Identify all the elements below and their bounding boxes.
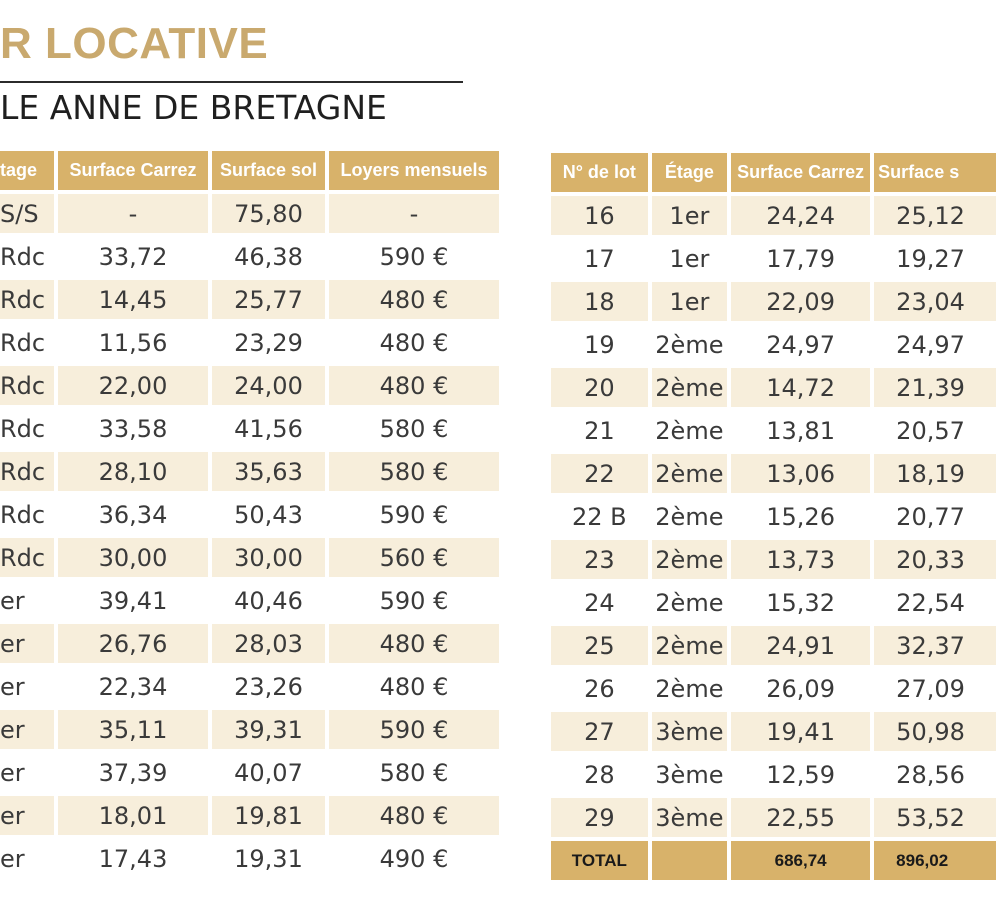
table-row [0, 323, 499, 362]
cell-lot-number: 17 [551, 239, 648, 278]
cell-surface-sol: 23,29 [212, 323, 325, 362]
cell-surface-sol: 39,31 [212, 710, 325, 749]
cell-lot-number: 21 [551, 411, 648, 450]
cell-etage: Rdc [0, 409, 54, 448]
cell-loyer: 580 € [329, 753, 499, 792]
table-row [551, 368, 996, 407]
cell-loyer: 480 € [329, 366, 499, 405]
total-row [551, 841, 996, 880]
header-surface-carrez: Surface Carrez [58, 151, 208, 190]
cell-etage: 2ème [652, 411, 727, 450]
cell-etage: 3ème [652, 798, 727, 837]
cell-surface-carrez: 36,34 [58, 495, 208, 534]
cell-surface-sol: 53,52 [874, 798, 996, 837]
cell-surface-sol: 41,56 [212, 409, 325, 448]
cell-etage: er [0, 581, 54, 620]
cell-surface-carrez: 39,41 [58, 581, 208, 620]
table-row [551, 282, 996, 321]
cell-surface-sol: 28,56 [874, 755, 996, 794]
cell-lot-number: 27 [551, 712, 648, 751]
cell-etage: 2ème [652, 454, 727, 493]
table-row [551, 712, 996, 751]
cell-surface-sol: 21,39 [874, 368, 996, 407]
cell-etage: 1er [652, 282, 727, 321]
cell-surface-carrez: 18,01 [58, 796, 208, 835]
cell-etage: er [0, 667, 54, 706]
page-subtitle: LE ANNE DE BRETAGNE [0, 88, 387, 127]
cell-surface-sol: 46,38 [212, 237, 325, 276]
table-row [551, 669, 996, 708]
cell-surface-sol: 24,00 [212, 366, 325, 405]
cell-etage: Rdc [0, 538, 54, 577]
cell-loyer: 590 € [329, 581, 499, 620]
table-row [551, 239, 996, 278]
cell-surface-carrez: 12,59 [731, 755, 870, 794]
cell-surface-sol: 19,27 [874, 239, 996, 278]
cell-etage: 2ème [652, 497, 727, 536]
header-etage: Étage [652, 153, 727, 192]
cell-surface-carrez: - [58, 194, 208, 233]
cell-etage: 2ème [652, 325, 727, 364]
cell-surface-carrez: 11,56 [58, 323, 208, 362]
cell-surface-sol: 18,19 [874, 454, 996, 493]
total-cell-surface-sol: 896,02 [874, 841, 996, 880]
cell-lot-number: 20 [551, 368, 648, 407]
cell-surface-carrez: 26,09 [731, 669, 870, 708]
total-cell-surface-carrez: 686,74 [731, 841, 870, 880]
cell-surface-carrez: 33,58 [58, 409, 208, 448]
lots-table-right [547, 149, 1000, 884]
cell-surface-sol: 20,57 [874, 411, 996, 450]
cell-surface-carrez: 22,00 [58, 366, 208, 405]
header-surface-carrez: Surface Carrez [731, 153, 870, 192]
cell-etage: 3ème [652, 755, 727, 794]
cell-loyer: - [329, 194, 499, 233]
cell-lot-number: 25 [551, 626, 648, 665]
table-row [551, 798, 996, 837]
cell-etage: 2ème [652, 583, 727, 622]
table-row [551, 583, 996, 622]
cell-surface-sol: 40,46 [212, 581, 325, 620]
cell-surface-carrez: 14,45 [58, 280, 208, 319]
cell-loyer: 490 € [329, 839, 499, 878]
table-row [0, 495, 499, 534]
cell-surface-sol: 20,33 [874, 540, 996, 579]
cell-loyer: 480 € [329, 796, 499, 835]
table-row [551, 325, 996, 364]
cell-etage: 2ème [652, 626, 727, 665]
cell-surface-sol: 50,98 [874, 712, 996, 751]
cell-surface-carrez: 17,79 [731, 239, 870, 278]
cell-etage: er [0, 839, 54, 878]
header-loyers-mensuels: Loyers mensuels [329, 151, 499, 190]
cell-surface-carrez: 33,72 [58, 237, 208, 276]
cell-etage: 2ème [652, 368, 727, 407]
cell-etage: 2ème [652, 669, 727, 708]
table-row [0, 366, 499, 405]
cell-surface-sol: 28,03 [212, 624, 325, 663]
title-divider [0, 81, 463, 83]
cell-surface-carrez: 19,41 [731, 712, 870, 751]
cell-surface-sol: 19,81 [212, 796, 325, 835]
cell-etage: S/S [0, 194, 54, 233]
header-etage: tage [0, 151, 54, 190]
table-row [0, 796, 499, 835]
cell-surface-carrez: 24,91 [731, 626, 870, 665]
cell-etage: 1er [652, 239, 727, 278]
table-row [551, 411, 996, 450]
cell-lot-number: 22 B [551, 497, 648, 536]
cell-loyer: 590 € [329, 495, 499, 534]
cell-surface-carrez: 35,11 [58, 710, 208, 749]
cell-surface-carrez: 14,72 [731, 368, 870, 407]
cell-etage: 1er [652, 196, 727, 235]
cell-etage: Rdc [0, 366, 54, 405]
cell-surface-carrez: 15,32 [731, 583, 870, 622]
cell-loyer: 580 € [329, 452, 499, 491]
table-row [551, 454, 996, 493]
cell-loyer: 590 € [329, 237, 499, 276]
cell-surface-carrez: 24,97 [731, 325, 870, 364]
cell-surface-sol: 75,80 [212, 194, 325, 233]
table-row [551, 626, 996, 665]
total-label: TOTAL [551, 841, 648, 880]
cell-lot-number: 19 [551, 325, 648, 364]
cell-lot-number: 22 [551, 454, 648, 493]
cell-surface-sol: 30,00 [212, 538, 325, 577]
cell-etage: Rdc [0, 452, 54, 491]
cell-surface-carrez: 30,00 [58, 538, 208, 577]
cell-surface-carrez: 13,06 [731, 454, 870, 493]
cell-etage: Rdc [0, 323, 54, 362]
cell-loyer: 560 € [329, 538, 499, 577]
cell-surface-sol: 23,26 [212, 667, 325, 706]
table-row [551, 196, 996, 235]
table-row [0, 280, 499, 319]
cell-surface-carrez: 15,26 [731, 497, 870, 536]
cell-surface-sol: 35,63 [212, 452, 325, 491]
table-header-row [551, 153, 996, 192]
cell-surface-carrez: 22,55 [731, 798, 870, 837]
cell-surface-sol: 24,97 [874, 325, 996, 364]
table-row [551, 497, 996, 536]
cell-surface-sol: 50,43 [212, 495, 325, 534]
table-row [0, 409, 499, 448]
cell-etage: er [0, 753, 54, 792]
cell-surface-carrez: 17,43 [58, 839, 208, 878]
cell-lot-number: 24 [551, 583, 648, 622]
cell-etage: 3ème [652, 712, 727, 751]
table-row [0, 452, 499, 491]
cell-surface-sol: 23,04 [874, 282, 996, 321]
cell-etage: er [0, 710, 54, 749]
cell-etage: er [0, 796, 54, 835]
cell-loyer: 480 € [329, 280, 499, 319]
cell-lot-number: 18 [551, 282, 648, 321]
cell-surface-carrez: 37,39 [58, 753, 208, 792]
lots-table-left [0, 147, 503, 882]
cell-surface-carrez: 26,76 [58, 624, 208, 663]
table-row [0, 624, 499, 663]
cell-lot-number: 16 [551, 196, 648, 235]
cell-surface-sol: 20,77 [874, 497, 996, 536]
cell-loyer: 580 € [329, 409, 499, 448]
table-header-row [0, 151, 499, 190]
page-title: R LOCATIVE [0, 19, 269, 68]
table-row [0, 667, 499, 706]
table-row [0, 237, 499, 276]
cell-surface-carrez: 28,10 [58, 452, 208, 491]
cell-loyer: 590 € [329, 710, 499, 749]
cell-lot-number: 28 [551, 755, 648, 794]
table-row [0, 538, 499, 577]
cell-surface-sol: 22,54 [874, 583, 996, 622]
cell-etage: Rdc [0, 495, 54, 534]
table-row [0, 839, 499, 878]
cell-etage: er [0, 624, 54, 663]
header-surface-sol: Surface sol [212, 151, 325, 190]
cell-surface-sol: 25,77 [212, 280, 325, 319]
cell-surface-carrez: 22,09 [731, 282, 870, 321]
cell-loyer: 480 € [329, 624, 499, 663]
cell-surface-sol: 27,09 [874, 669, 996, 708]
header-surface-sol: Surface s [874, 153, 996, 192]
cell-surface-sol: 40,07 [212, 753, 325, 792]
table-row [0, 710, 499, 749]
cell-surface-carrez: 24,24 [731, 196, 870, 235]
cell-lot-number: 23 [551, 540, 648, 579]
table-row [551, 755, 996, 794]
cell-loyer: 480 € [329, 323, 499, 362]
cell-etage: Rdc [0, 280, 54, 319]
cell-surface-carrez: 13,81 [731, 411, 870, 450]
cell-surface-carrez: 13,73 [731, 540, 870, 579]
cell-etage: Rdc [0, 237, 54, 276]
cell-surface-sol: 19,31 [212, 839, 325, 878]
total-cell-etage [652, 841, 727, 880]
cell-loyer: 480 € [329, 667, 499, 706]
table-row [551, 540, 996, 579]
cell-surface-sol: 32,37 [874, 626, 996, 665]
cell-surface-sol: 25,12 [874, 196, 996, 235]
header-lot-number: N° de lot [551, 153, 648, 192]
table-row [0, 194, 499, 233]
cell-surface-carrez: 22,34 [58, 667, 208, 706]
cell-lot-number: 29 [551, 798, 648, 837]
table-row [0, 581, 499, 620]
table-row [0, 753, 499, 792]
cell-etage: 2ème [652, 540, 727, 579]
cell-lot-number: 26 [551, 669, 648, 708]
